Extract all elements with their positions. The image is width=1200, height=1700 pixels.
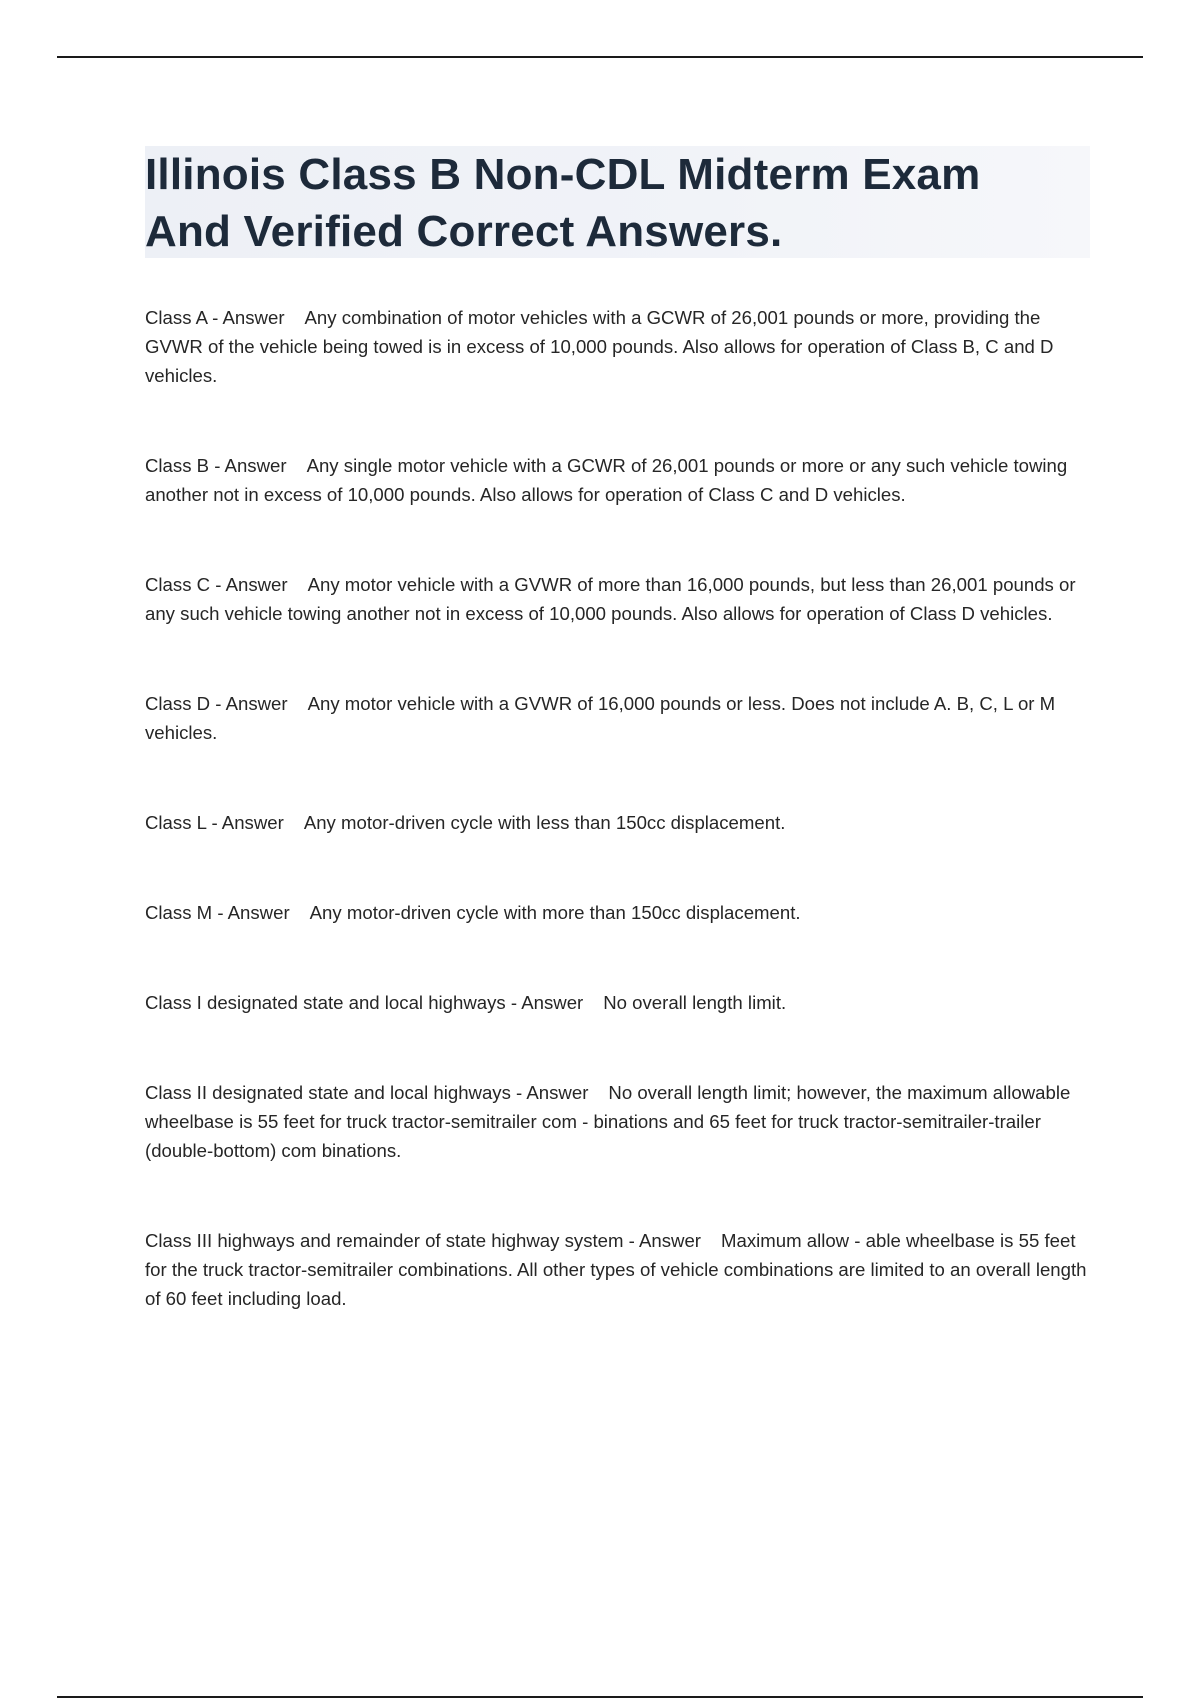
title-line-1: Illinois Class B Non-CDL Midterm Exam <box>145 150 981 199</box>
qa-item-class-iii-highways <box>145 1226 1090 1313</box>
title-line-2: And Verified Correct Answers. <box>145 207 783 256</box>
bottom-rule <box>57 1696 1143 1698</box>
qa-item-class-ii-highways <box>145 1078 1090 1165</box>
answer: Maximum allow - able wheelbase is 55 feet for the truck tractor-semitrailer combinations. All other types of vehicle combinations are limited to an overall length of 60 feet including load. <box>145 1230 1087 1309</box>
qa-item-class-l <box>145 808 1090 837</box>
answer: No overall length limit; however, the maximum allowable wheelbase is 55 feet for truck tractor-semitrailer com - binations and 65 feet for truck tractor-semitrailer-trailer (double-bottom) com binations. <box>145 1082 1071 1161</box>
answer: Any single motor vehicle with a GCWR of 26,001 pounds or more or any such vehicle towing another not in excess of 10,000 pounds. Also allows for operation of Class C and D vehicles. <box>145 455 1068 505</box>
qa-item-class-a <box>145 303 1090 390</box>
qa-item-class-c <box>145 570 1090 628</box>
answer: Any motor-driven cycle with more than 150cc displacement. <box>309 902 801 923</box>
question: Class C - Answer <box>145 574 288 595</box>
question: Class I designated state and local highways - Answer <box>145 992 584 1013</box>
document-title <box>145 146 1090 260</box>
qa-item-class-i-highways <box>145 988 1090 1017</box>
question: Class A - Answer <box>145 307 285 328</box>
qa-item-class-d <box>145 689 1090 747</box>
qa-item-class-b <box>145 451 1090 509</box>
answer: Any motor-driven cycle with less than 150cc displacement. <box>303 812 786 833</box>
answer: Any motor vehicle with a GVWR of more than 16,000 pounds, but less than 26,001 pounds or any such vehicle towing another not in excess of 10,000 pounds. Also allows for operation of Class D vehicles. <box>145 574 1076 624</box>
answer: Any motor vehicle with a GVWR of 16,000 pounds or less. Does not include A. B, C, L or M vehicles. <box>145 693 1056 743</box>
qa-list <box>145 303 1090 1374</box>
question: Class D - Answer <box>145 693 288 714</box>
top-rule <box>57 56 1143 58</box>
question: Class II designated state and local highways - Answer <box>145 1082 589 1103</box>
question: Class B - Answer <box>145 455 287 476</box>
answer: Any combination of motor vehicles with a GCWR of 26,001 pounds or more, providing the GVWR of the vehicle being towed is in excess of 10,000 pounds. Also allows for operation of Class B, C and D vehicles. <box>145 307 1054 386</box>
question: Class M - Answer <box>145 902 290 923</box>
title-block <box>145 146 1090 258</box>
question: Class L - Answer <box>145 812 284 833</box>
question: Class III highways and remainder of state highway system - Answer <box>145 1230 701 1251</box>
answer: No overall length limit. <box>603 992 787 1013</box>
qa-item-class-m <box>145 898 1090 927</box>
